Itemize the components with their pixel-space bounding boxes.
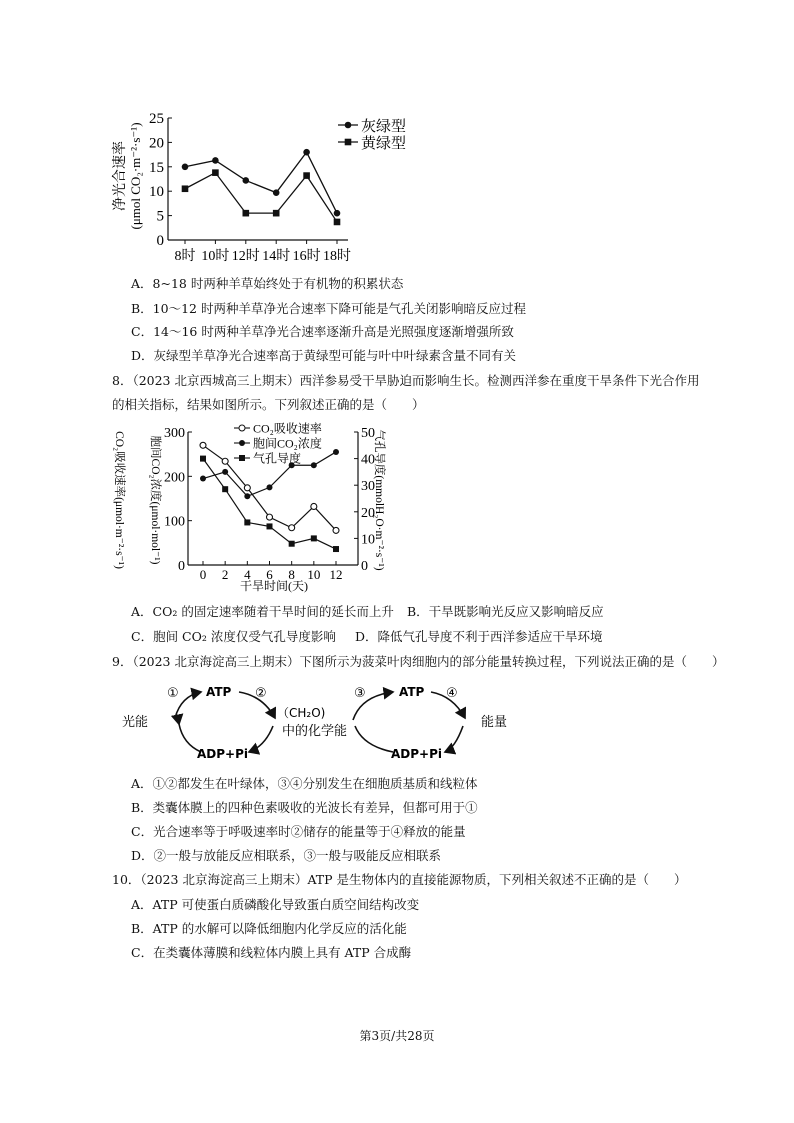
chart1-series-line (185, 173, 337, 222)
chart2-x-tick-label: 12 (329, 567, 343, 582)
chart2-point-square (289, 541, 295, 547)
chart1-y-tick-label: 10 (149, 184, 164, 201)
chart2-point-circle (267, 484, 273, 490)
chart2-x-tick-label: 10 (307, 567, 321, 582)
chart1-legend-label: 灰绿型 (361, 119, 407, 135)
q8-stem-line1: 8．（2023 北京西城高三上期末）西洋参易受干旱胁迫而影响生长。检测西洋参在重度干旱条件下光合作用 (112, 373, 700, 388)
chart2-legend-label: 气孔导度 (253, 451, 302, 466)
q8-stem-line2: 的相关指标，结果如图所示。下列叙述正确的是（ ） (112, 397, 425, 412)
chart2-x-tick-label: 6 (266, 567, 273, 582)
chart2-legend-label: 胞间CO₂浓度 (253, 436, 322, 451)
chart1-ylabel-line2: (μmol CO₂·m⁻²·s⁻¹) (128, 122, 143, 230)
q8-option-c: C．胞间 CO₂ 浓度仅受气孔导度影响 (131, 629, 336, 644)
chart2-point-circle (200, 476, 206, 482)
q9-option-c: C．光合速率等于呼吸速率时②储存的能量等于④释放的能量 (131, 824, 466, 839)
chart2-point-square (244, 519, 250, 525)
chart1-point-square (303, 172, 310, 179)
arrow-light-to-atp (175, 692, 201, 718)
chart1-y-tick-label: 15 (149, 159, 164, 176)
label-num-1: ① (167, 686, 179, 701)
chart2-legend-marker (239, 440, 245, 446)
chart2-left-tick-label: 0 (178, 559, 185, 574)
chart2-point-square (333, 546, 339, 552)
chart2-legend-label: CO₂吸收速率 (253, 421, 322, 436)
chart2-right-axis-label: 气孔导度(mmolH₂O·m⁻²·s⁻¹) (373, 429, 385, 571)
chart2-x-tick-label: 4 (244, 567, 251, 582)
chart1-y-tick-label: 25 (149, 111, 164, 127)
chart2-point-circle (333, 449, 339, 455)
label-num-2: ② (255, 686, 267, 701)
chart2-left-tick-label: 100 (164, 514, 185, 530)
chart1-point-circle (212, 157, 219, 164)
chart2-right-tick-label: 50 (361, 426, 375, 441)
q8-option-b: B．干旱既影响光反应又影响暗反应 (407, 604, 604, 619)
q8-option-d: D．降低气孔导度不利于西洋参适应干旱环境 (355, 629, 603, 644)
chart2-point-open-circle (267, 514, 273, 520)
label-adp-left: ADP+Pi (197, 747, 249, 761)
chart1-ylabel-line1: 净光合速率 (113, 141, 128, 211)
label-energy: 能量 (481, 715, 508, 730)
chart2-right-tick-label: 40 (361, 452, 375, 468)
label-light-energy: 光能 (122, 715, 149, 730)
label-chemical-energy: 中的化学能 (282, 724, 348, 739)
chart1-point-circle (243, 177, 250, 184)
chart1-y-tick-label: 5 (156, 208, 164, 225)
chart1-x-tick-label: 12时 (231, 249, 260, 264)
arrow-adp-to-chem (355, 726, 393, 752)
chart-drought-indices (108, 420, 408, 595)
chart2-inner-axis-label: 胞间CO₂浓度(μmol·mol⁻¹) (149, 435, 161, 565)
chart1-x-tick-label: 18时 (323, 249, 351, 264)
chart1-point-circle (182, 164, 189, 171)
chart2-right-tick-label: 10 (361, 532, 375, 548)
chart2-left-tick-label: 200 (164, 470, 185, 486)
chart2-point-square (267, 523, 273, 529)
chart2-point-open-circle (200, 442, 206, 448)
q10-option-c: C．在类囊体薄膜和线粒体内膜上具有 ATP 合成酶 (131, 945, 412, 960)
chart1-point-square (182, 185, 189, 192)
label-adp-right: ADP+Pi (391, 747, 443, 761)
chart2-right-tick-label: 30 (361, 479, 375, 495)
chart2-x-tick-label: 2 (221, 567, 229, 582)
chart1-legend-label: 黄绿型 (361, 136, 407, 152)
arrow-chem-to-adp (249, 726, 273, 752)
q9-option-a: A．①②都发生在叶绿体，③④分别发生在细胞质基质和线粒体 (131, 776, 478, 791)
chart-net-photosynthesis (110, 108, 430, 268)
energy-conversion-diagram (115, 680, 535, 770)
chart1-point-square (273, 210, 280, 217)
q9-stem: 9．（2023 北京海淀高三上期末）下图所示为菠菜叶肉细胞内的部分能量转换过程，下列说法正确的是（ ） (112, 654, 725, 669)
q7-option-d: D．灰绿型羊草净光合速率高于黄绿型可能与叶中叶绿素含量不同有关 (131, 348, 517, 363)
chart2-point-open-circle (244, 485, 250, 491)
chart2-legend-marker (239, 455, 245, 461)
q9-option-b: B．类囊体膜上的四种色素吸收的光波长有差异，但都可用于① (131, 800, 478, 815)
q7-option-c: C．14～16 时两种羊草净光合速率逐渐升高是光照强度逐渐增强所致 (131, 324, 514, 339)
chart2-point-circle (244, 493, 250, 499)
label-ch2o: （CH₂O) (277, 706, 326, 720)
chart1-point-circle (273, 189, 280, 196)
chart1-point-circle (303, 149, 310, 156)
chart2-left-axis-label: CO₂吸收速率(μmol·m⁻²·s⁻¹) (113, 431, 125, 569)
chart1-x-tick-label: 8时 (174, 249, 196, 264)
chart2-legend-marker (239, 425, 245, 431)
chart2-point-open-circle (311, 503, 317, 509)
chart2-point-square (311, 535, 317, 541)
chart2-point-open-circle (289, 525, 295, 531)
arrow-energy-to-adp (445, 726, 463, 752)
label-num-4: ④ (446, 686, 458, 701)
chart1-point-square (212, 169, 219, 176)
chart2-point-square (222, 486, 228, 492)
chart1-x-tick-label: 10时 (201, 249, 230, 264)
chart2-xlabel: 干旱时间(天) (240, 579, 308, 593)
chart1-y-tick-label: 0 (156, 233, 164, 249)
chart2-right-tick-label: 0 (361, 559, 368, 574)
chart2-plot (164, 421, 375, 583)
chart1-point-circle (334, 210, 341, 217)
q8-option-a: A．CO₂ 的固定速率随着干旱时间的延长而上升 (131, 604, 394, 619)
label-atp-right: ATP (399, 685, 425, 699)
chart1-plot (149, 111, 406, 264)
chart2-point-open-circle (222, 458, 228, 464)
q10-option-a: A．ATP 可使蛋白质磷酸化导致蛋白质空间结构改变 (131, 897, 420, 912)
label-num-3: ③ (354, 686, 366, 701)
q7-option-b: B．10～12 时两种羊草净光合速率下降可能是气孔关闭影响暗反应过程 (131, 301, 526, 316)
chart2-point-square (200, 456, 206, 462)
q9-option-d: D．②一般与放能反应相联系，③一般与吸能反应相联系 (131, 848, 442, 863)
chart1-point-square (334, 219, 341, 226)
label-atp-left: ATP (206, 685, 232, 699)
chart2-point-open-circle (333, 527, 339, 533)
chart2-x-tick-label: 0 (199, 567, 207, 582)
chart1-legend-marker (345, 139, 352, 146)
chart2-right-tick-label: 20 (361, 505, 375, 521)
chart1-legend-marker (345, 122, 352, 129)
page-footer: 第3页/共28页 (359, 1029, 435, 1043)
q7-option-a: A．8~18 时两种羊草始终处于有机物的积累状态 (131, 276, 404, 291)
q10-stem: 10．（2023 北京海淀高三上期末）ATP 是生物体内的直接能源物质，下列相关叙述不正确的是（ ） (112, 872, 687, 887)
chart1-x-tick-label: 16时 (292, 249, 321, 264)
chart2-left-tick-label: 300 (164, 426, 185, 441)
chart1-series-line (185, 152, 337, 213)
q10-option-b: B．ATP 的水解可以降低细胞内化学反应的活化能 (131, 921, 407, 936)
chart2-point-circle (222, 469, 228, 475)
chart1-y-tick-label: 20 (149, 135, 164, 152)
chart1-x-tick-label: 14时 (262, 249, 291, 264)
chart2-x-tick-label: 8 (288, 567, 295, 582)
chart1-point-square (243, 210, 250, 217)
chart2-point-circle (311, 462, 317, 468)
